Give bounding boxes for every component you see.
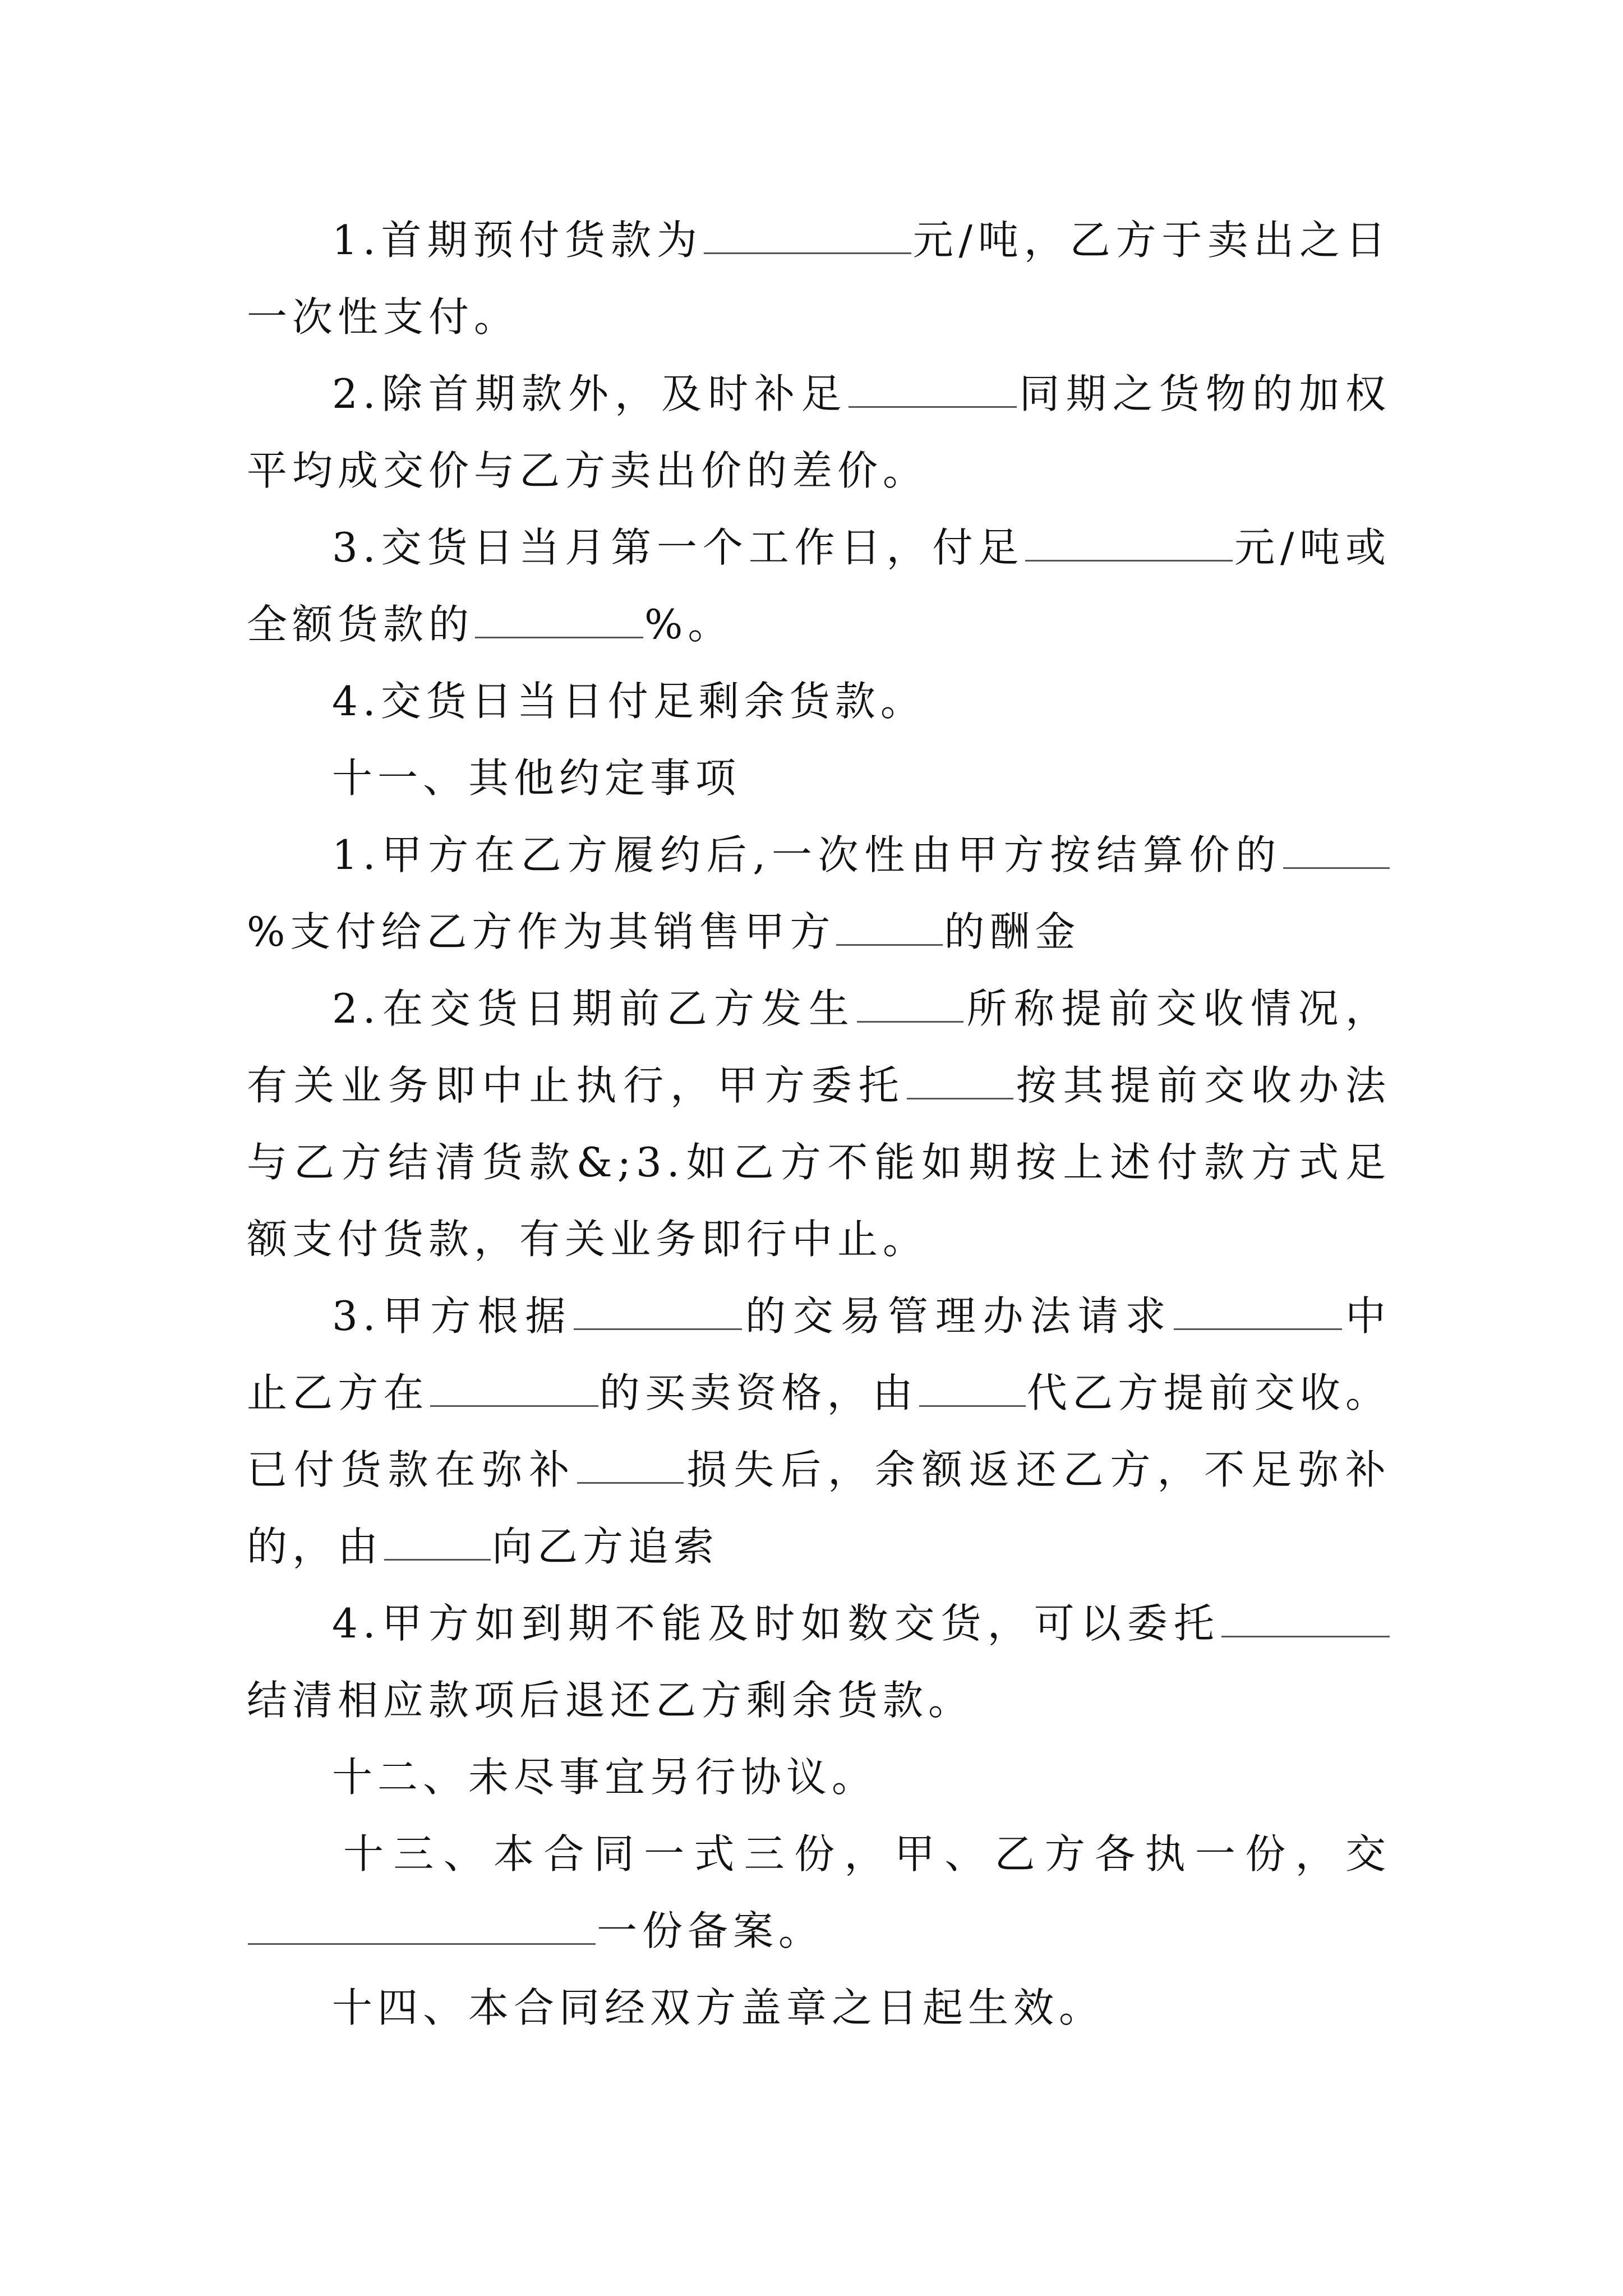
section-12: 十二、未尽事宜另行协议。: [332, 1754, 878, 1801]
contract-text: [247, 202, 1391, 2046]
clause-11-3-suspension: 3.甲方根据 的交易管理办法请求 中止乙方在 的买卖资格，由 代乙方提前交收。已付货款在弥补 损失后，余额返还乙方，不足弥补的，由 向乙方追索: [247, 1292, 1391, 1570]
section-14-effective: 十四、本合同经双方盖章之日起生效。: [332, 1984, 1105, 2031]
blank-delivery-agent[interactable]: [919, 1372, 1026, 1407]
clause-4-delivery-day: 4.交货日当日付足剩余货款。: [332, 678, 926, 725]
clause-3-first-workday: 3.交货日当月第一个工作日，付足 元/吨或全额货款的 %。: [247, 524, 1391, 648]
clause-2-balance: 2.除首期款外，及时补足 同期之货物的加权平均成交价与乙方卖出价的差价。: [247, 370, 1391, 494]
blank-balance-source[interactable]: [849, 372, 1017, 408]
blank-filing-party[interactable]: [248, 1910, 596, 1945]
blank-loss-party[interactable]: [577, 1448, 684, 1484]
clause-11-4-refund: 4.甲方如到期不能及时如数交货，可以委托结清相应款项后退还乙方剩余货款。: [247, 1585, 1391, 1739]
clause-1-first-payment: 1.首期预付货款为 元/吨，乙方于卖出之日一次性支付。: [247, 217, 1391, 341]
blank-workday-amount[interactable]: [1025, 526, 1233, 562]
blank-rules-source[interactable]: [574, 1295, 742, 1330]
section-13-copies: 十三、本合同一式三份，甲、乙方各执一份，交一份备案。: [247, 1816, 1391, 1970]
blank-early-delivery-agent[interactable]: [907, 1064, 1013, 1099]
blank-early-delivery-source[interactable]: [857, 987, 963, 1023]
blank-first-payment-amount[interactable]: [704, 219, 911, 254]
blank-commission-party[interactable]: [836, 910, 943, 946]
blank-market[interactable]: [430, 1372, 598, 1407]
blank-settlement-agent[interactable]: [1221, 1602, 1390, 1637]
blank-request-party[interactable]: [1174, 1295, 1342, 1330]
blank-workday-percent[interactable]: [475, 603, 643, 638]
blank-recourse-party[interactable]: [384, 1525, 491, 1561]
clause-11-2-early-delivery: 2.在交货日期前乙方发生 所称提前交收情况，有关业务即中止执行，甲方委托 按其提前交收办法与乙方结清货款&;3.如乙方不能如期按上述付款方式足额支付货款，有关业务即行中止。: [247, 985, 1391, 1263]
blank-commission-percent[interactable]: [1283, 834, 1390, 869]
clause-11-1-commission: 1.甲方在乙方履约后,一次性由甲方按结算价的%支付给乙方作为其销售甲方 的酬金: [247, 817, 1391, 970]
section-11-heading: 十一、其他约定事项: [332, 754, 741, 802]
